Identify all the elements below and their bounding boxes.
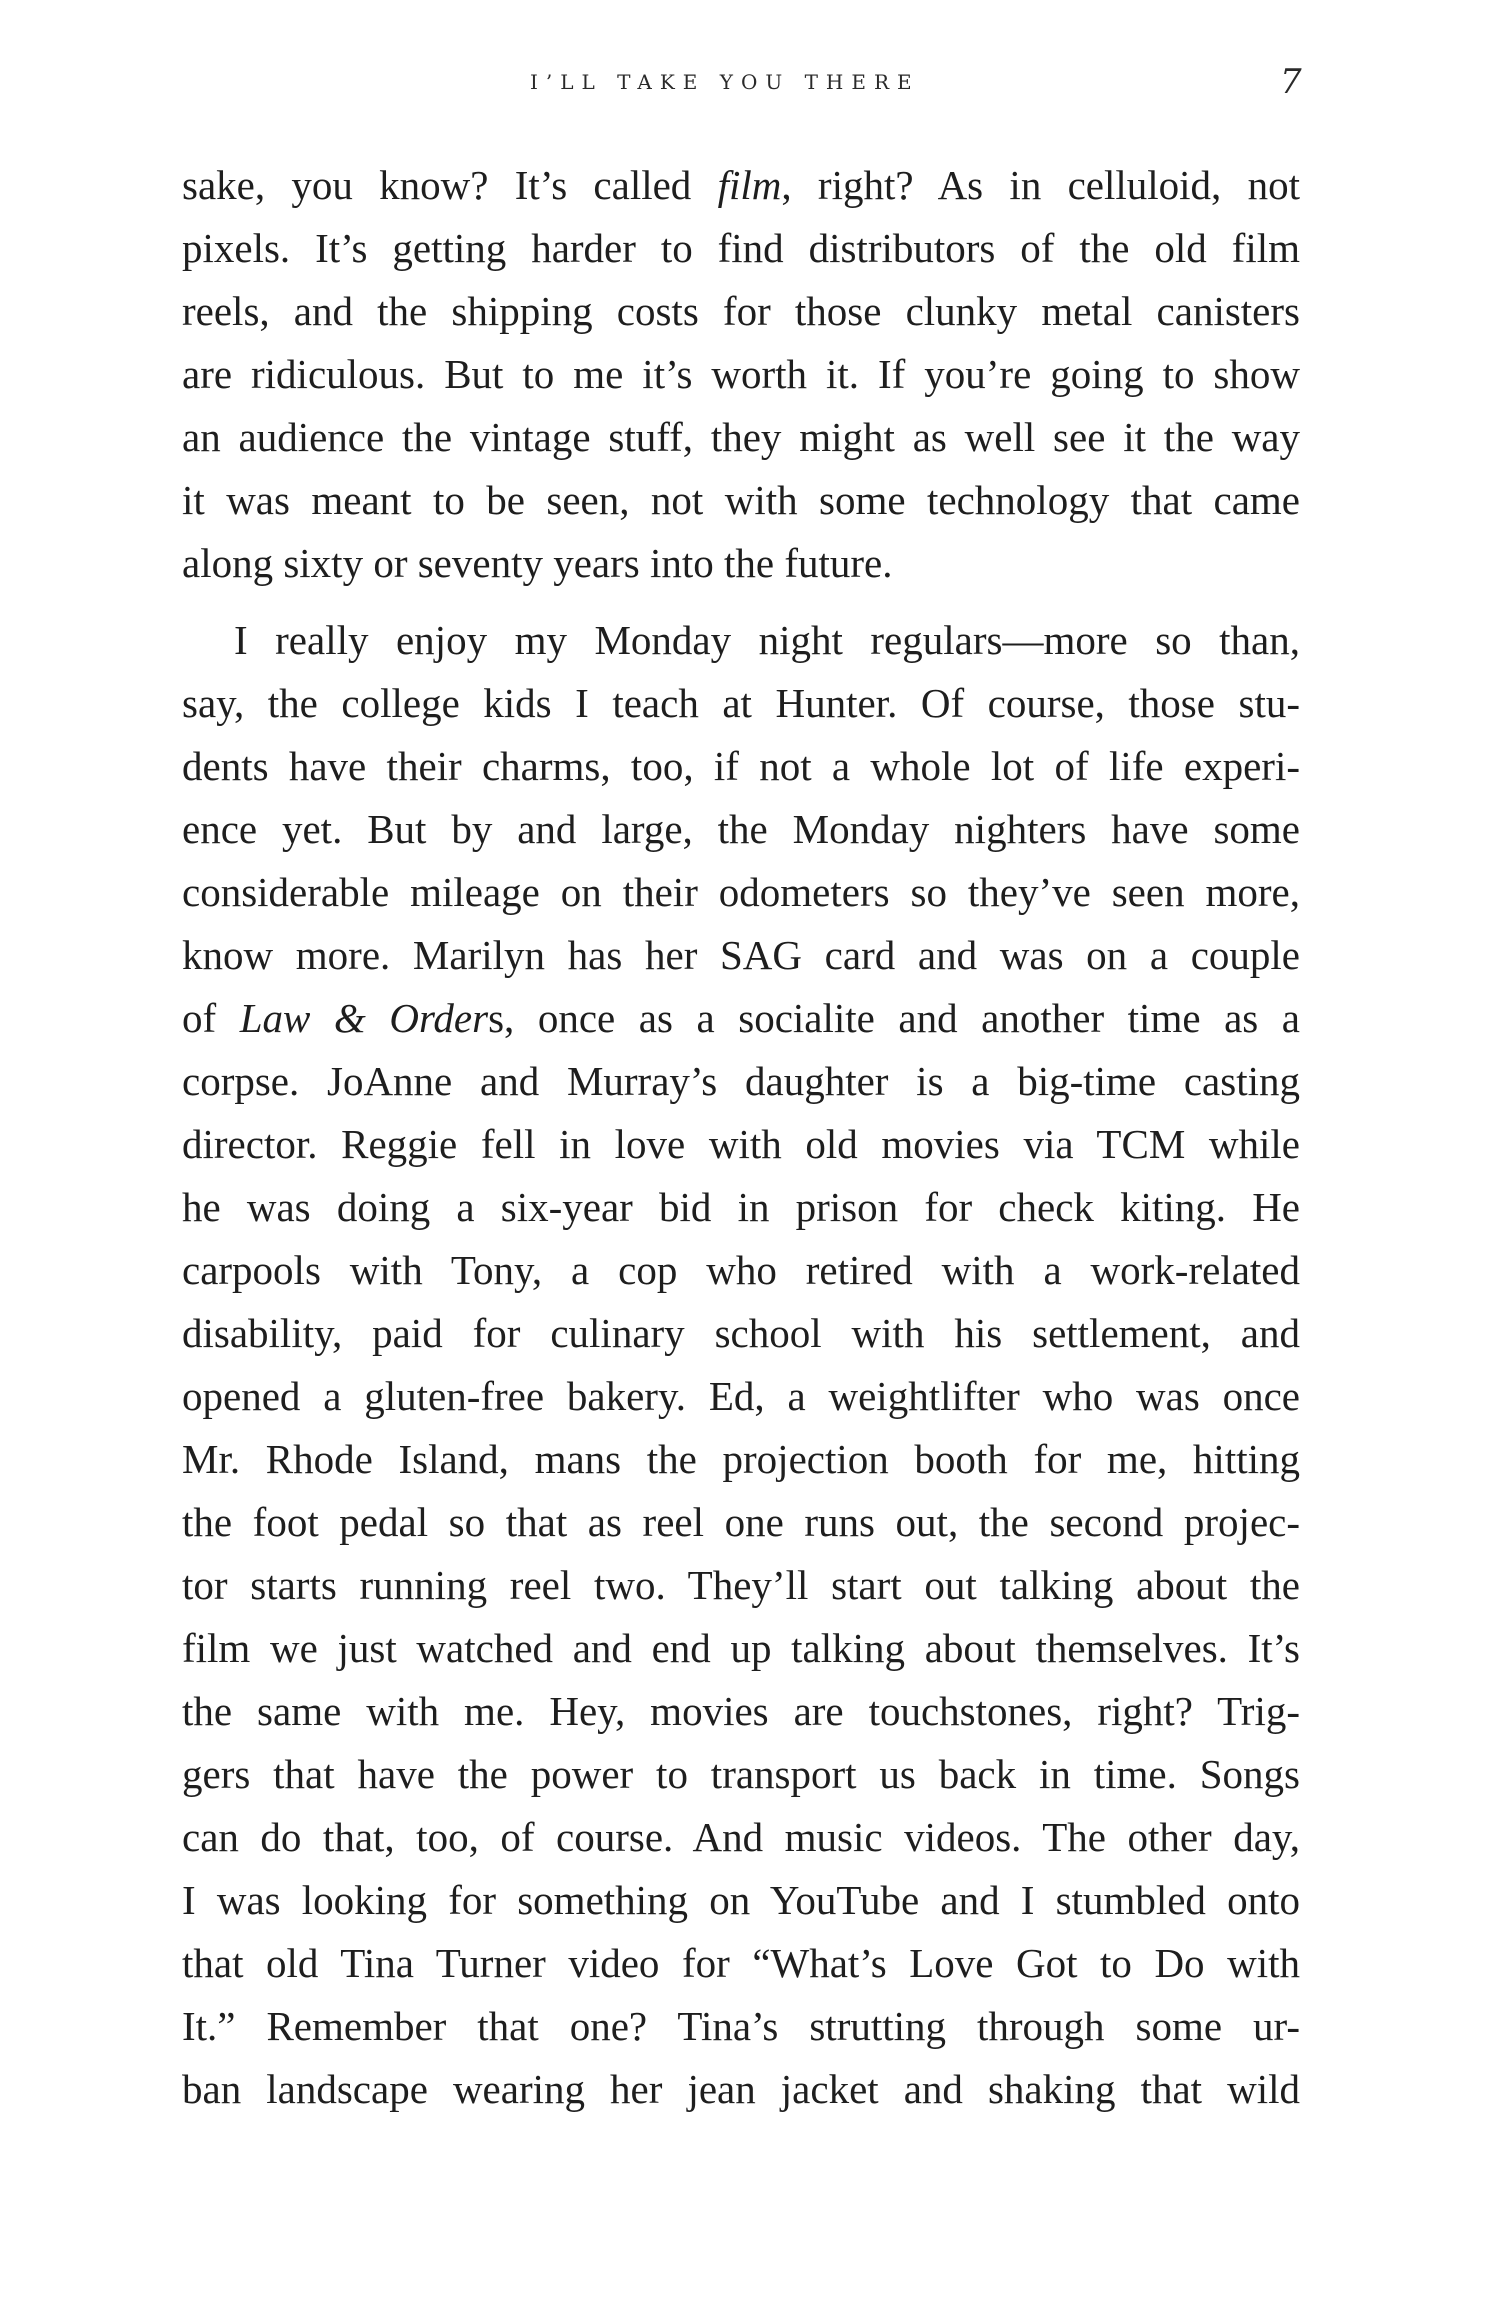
- text-line: the same with me. Hey, movies are touchstones, right? Trig-: [182, 1688, 1300, 1734]
- text-line: along sixty or seventy years into the future.: [182, 540, 893, 586]
- text-line: can do that, too, of course. And music videos. The other day,: [182, 1814, 1300, 1860]
- text-line: it was meant to be seen, not with some technology that came: [182, 477, 1300, 523]
- text-line: disability, paid for culinary school with his settlement, and: [182, 1310, 1300, 1356]
- text-line: tor starts running reel two. They’ll start out talking about the: [182, 1562, 1300, 1608]
- text-line: considerable mileage on their odometers so they’ve seen more,: [182, 869, 1300, 915]
- text-line: of Law & Orders, once as a socialite and another time as a: [182, 995, 1300, 1041]
- italic-title: Law & Order: [239, 995, 489, 1041]
- text-line: say, the college kids I teach at Hunter. Of course, those stu-: [182, 680, 1300, 726]
- body-text: [182, 154, 1300, 2121]
- paragraph-gap: [182, 595, 1300, 609]
- text-line: sake, you know? It’s called film, right? As in celluloid, not: [182, 162, 1300, 208]
- text-line: I really enjoy my Monday night regulars—more so than,: [234, 617, 1300, 663]
- text-line: that old Tina Turner video for “What’s Love Got to Do with: [182, 1940, 1300, 1986]
- text-line: It.” Remember that one? Tina’s strutting through some ur-: [182, 2003, 1300, 2049]
- text-line: opened a gluten-free bakery. Ed, a weightlifter who was once: [182, 1373, 1300, 1419]
- text-line: know more. Marilyn has her SAG card and was on a couple: [182, 932, 1300, 978]
- text-line: the foot pedal so that as reel one runs out, the second projec-: [182, 1499, 1300, 1545]
- text-line: an audience the vintage stuff, they might as well see it the way: [182, 414, 1300, 460]
- text-line: film we just watched and end up talking about themselves. It’s: [182, 1625, 1300, 1671]
- page-number: 7: [1280, 62, 1302, 102]
- italic-term: film: [717, 162, 782, 208]
- running-head: [0, 62, 1500, 102]
- text-line: ban landscape wearing her jean jacket and shaking that wild: [182, 2066, 1300, 2112]
- text-line: he was doing a six-year bid in prison for check kiting. He: [182, 1184, 1300, 1230]
- text-line: Mr. Rhode Island, mans the projection booth for me, hitting: [182, 1436, 1300, 1482]
- text-line: I was looking for something on YouTube and I stumbled onto: [182, 1877, 1300, 1923]
- text-line: director. Reggie fell in love with old movies via TCM while: [182, 1121, 1300, 1167]
- running-title: I’LL TAKE YOU THERE: [530, 70, 920, 94]
- text-line: reels, and the shipping costs for those clunky metal canisters: [182, 288, 1300, 334]
- text-line: corpse. JoAnne and Murray’s daughter is a big-time casting: [182, 1058, 1300, 1104]
- paragraph-1: [182, 154, 1300, 595]
- paragraph-2: [182, 609, 1300, 2121]
- text-line: ence yet. But by and large, the Monday nighters have some: [182, 806, 1300, 852]
- text-line: are ridiculous. But to me it’s worth it. If you’re going to show: [182, 351, 1300, 397]
- text-line: carpools with Tony, a cop who retired with a work-related: [182, 1247, 1300, 1293]
- text-line: gers that have the power to transport us back in time. Songs: [182, 1751, 1300, 1797]
- text-line: dents have their charms, too, if not a whole lot of life experi-: [182, 743, 1300, 789]
- text-line: pixels. It’s getting harder to find distributors of the old film: [182, 225, 1300, 271]
